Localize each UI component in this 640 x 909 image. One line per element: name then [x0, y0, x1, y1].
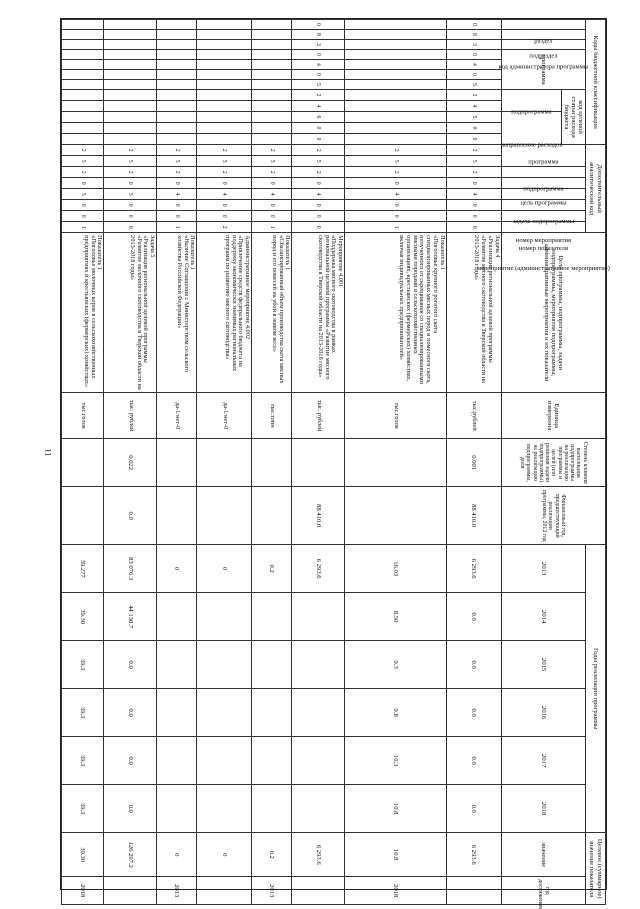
code-cell: 5	[292, 80, 345, 90]
table-row	[446, 20, 501, 905]
analytic-code-cell: 4	[446, 189, 501, 200]
degree-cell	[157, 439, 197, 487]
result-value-cell: 10.8	[345, 833, 446, 877]
code-cell	[157, 50, 197, 60]
code-cell	[157, 30, 197, 40]
target-code-cell	[104, 112, 157, 123]
code-cell	[252, 40, 292, 50]
target-code-cell	[157, 101, 197, 112]
unit-cell: тыс.голов	[62, 393, 104, 439]
year-value-cell: 83 076.3	[104, 545, 157, 593]
year-value-cell: 10.3	[345, 737, 446, 785]
target-code-cell	[62, 123, 104, 134]
table-row	[197, 20, 252, 905]
unit-cell: тыс. рублей	[104, 393, 157, 439]
code-cell	[104, 40, 157, 50]
code-cell	[197, 30, 252, 40]
description-cell: Показатель 1 «Поголовье молочных коров в сельскохозяйственных предприятиях и крестьянских (фермерских) хозяйствах»	[62, 233, 104, 393]
code-cell: 0	[292, 70, 345, 80]
analytic-code-cell: 0	[252, 200, 292, 211]
years-header: Годы реализации программы	[586, 545, 606, 833]
code-cell	[62, 20, 104, 30]
analytic-code-cell: 0	[292, 178, 345, 189]
unit-cell: тыс.голов	[345, 393, 446, 439]
year-value-cell	[252, 641, 292, 689]
document-sheet	[60, 18, 610, 909]
code-cell: 0	[446, 70, 501, 80]
target-code-cell	[252, 112, 292, 123]
a-task-program-header: цель программы	[520, 199, 567, 207]
result-value-cell: 6 293.6	[446, 833, 501, 877]
unit-cell: тыс.тонн	[252, 393, 292, 439]
code-cell	[345, 30, 446, 40]
code-cell	[252, 80, 292, 90]
description-cell: Задача 5 «Реализация региональной целевой программы «Развитие молочного скотоводства в Тверской области на 2013-2018 годы»	[104, 233, 157, 393]
analytic-code-cell: 5	[62, 189, 104, 200]
analytic-code-cell: 0	[345, 200, 446, 211]
code-cell	[62, 80, 104, 90]
analytic-code-cell: 0	[446, 222, 501, 233]
table-row	[157, 20, 197, 905]
year-value-cell: 9.3	[345, 641, 446, 689]
target-code-cell	[252, 134, 292, 145]
target-code-cell	[62, 90, 104, 101]
analytic-code-cell: 0	[292, 211, 345, 222]
target-code-cell: 4	[292, 101, 345, 112]
analytic-code-cell: 2	[104, 167, 157, 178]
year-value-cell	[252, 737, 292, 785]
analytic-code-cell: 0	[62, 211, 104, 222]
year-value-cell	[197, 785, 252, 833]
year-value-cell: 0.0	[104, 641, 157, 689]
code-cell	[197, 20, 252, 30]
section-header: раздел	[534, 37, 553, 45]
code-cell	[157, 70, 197, 80]
analytic-code-cell: 2	[62, 145, 104, 156]
analytic-code-cell: 4	[345, 189, 446, 200]
analytic-code-cell: 0	[252, 178, 292, 189]
year-value-cell: 0.2	[252, 545, 292, 593]
year-value-cell: 10.8	[345, 785, 446, 833]
unit-cell: тыс.рублей	[446, 393, 501, 439]
code-cell	[345, 60, 446, 70]
analytic-code-cell: 5	[157, 156, 197, 167]
code-cell	[197, 70, 252, 80]
target-code-cell: 2	[292, 90, 345, 101]
code-cell	[104, 70, 157, 80]
analytic-code-cell: 2	[292, 167, 345, 178]
analytic-code-cell: 0	[197, 200, 252, 211]
result-year-cell	[104, 877, 157, 905]
target-subprogram-header: подпрограмма	[511, 108, 552, 116]
code-cell	[345, 80, 446, 90]
unit-cell: да-1/нет-0	[157, 393, 197, 439]
analytic-code-cell: 0	[104, 178, 157, 189]
result-value-cell: 0	[157, 833, 197, 877]
code-cell: 0	[292, 50, 345, 60]
target-code-cell	[104, 123, 157, 134]
result-year-cell	[446, 877, 501, 905]
code-cell: 0	[446, 50, 501, 60]
analytic-code-cell: 5	[62, 156, 104, 167]
code-cell: 8	[292, 30, 345, 40]
analytic-code-cell: 2	[197, 167, 252, 178]
year-value-cell: 9.8	[345, 689, 446, 737]
code-cell: 3	[446, 40, 501, 50]
a-measure-header: мероприятие (административное мероприятие)	[476, 265, 610, 273]
year-value-cell: 6 293.6	[446, 545, 501, 593]
result-year-cell	[197, 877, 252, 905]
code-cell	[252, 60, 292, 70]
analytic-code-cell: 0	[446, 200, 501, 211]
description-cell: Показатель 1 «Сбалансированный объем производства скота мясных пород и его помесей на убой в живом весе»	[252, 233, 292, 393]
code-cell	[197, 40, 252, 50]
analytic-code-cell: 0	[197, 178, 252, 189]
target-code-cell: 0	[292, 134, 345, 145]
code-cell: 4	[292, 60, 345, 70]
a-subprogram-header: подпрограмма	[523, 185, 564, 193]
year-value-cell	[252, 785, 292, 833]
analytic-code-cell: 0	[157, 211, 197, 222]
analytic-code-cell: 2	[104, 145, 157, 156]
fin-year-cell	[252, 487, 292, 545]
fin-year-cell	[345, 487, 446, 545]
subsection-header: подраздел	[529, 52, 558, 60]
a-measure-no-header: номер мероприятия	[515, 237, 571, 245]
code-cell	[62, 70, 104, 80]
code-cell	[197, 50, 252, 60]
unit-cell: тыс. рублей	[292, 393, 345, 439]
year-value-cell: 39.3	[62, 641, 104, 689]
analytic-code-cell: 2	[157, 145, 197, 156]
analytic-code-cell: 2	[252, 145, 292, 156]
year-value-cell: 39.3	[62, 689, 104, 737]
code-cell	[104, 30, 157, 40]
analytic-code-cell: 4	[157, 189, 197, 200]
degree-header: Степень влияния выполнения подпрограммы на реализацию программы и целей (или решения задачи подпрограммы) на реализацию подпрограммы, доля	[501, 439, 605, 487]
fin-year-header: Финансовый год, предшествующий реализации программы, 2012 год	[501, 487, 605, 545]
code-cell	[62, 40, 104, 50]
analytic-code-cell: 0	[197, 211, 252, 222]
code-cell	[252, 50, 292, 60]
target-code-cell	[197, 112, 252, 123]
analytic-code-cell: 5	[104, 156, 157, 167]
year-value-cell	[292, 785, 345, 833]
year-2017-header: 2017	[501, 737, 585, 785]
target-code-cell	[104, 90, 157, 101]
target-direction-header: направление расходов	[500, 141, 563, 149]
degree-cell	[292, 439, 345, 487]
analytic-code-cell: 2	[197, 222, 252, 233]
code-cell: 3	[292, 40, 345, 50]
year-value-cell: 0.0	[446, 593, 501, 641]
rotated-table-area	[61, 19, 610, 909]
degree-cell: 0.001	[446, 439, 501, 487]
admin-code-header: код администратора программы	[498, 63, 589, 71]
result-year-cell: 2013	[157, 877, 197, 905]
year-value-cell	[252, 593, 292, 641]
code-cell: 4	[446, 60, 501, 70]
code-cell	[157, 60, 197, 70]
a-task-subprogram-header: задача подпрограммы	[512, 218, 574, 226]
code-cell	[62, 60, 104, 70]
unit-cell: да-1/нет-0	[197, 393, 252, 439]
result-year-cell	[292, 877, 345, 905]
code-cell	[157, 40, 197, 50]
target-code-cell	[157, 112, 197, 123]
code-cell	[104, 60, 157, 70]
degree-cell	[62, 439, 104, 487]
year-value-cell	[197, 593, 252, 641]
target-code-cell: 5	[446, 112, 501, 123]
year-value-cell: 44 130.7	[104, 593, 157, 641]
fin-year-cell: 88 410.0	[446, 487, 501, 545]
year-value-cell: 0.0	[104, 689, 157, 737]
code-cell	[252, 70, 292, 80]
analytic-code-cell: 4	[197, 189, 252, 200]
target-code-cell: 0	[446, 134, 501, 145]
fin-year-cell: 0.0	[104, 487, 157, 545]
analytic-code-cell: 0	[446, 178, 501, 189]
year-value-cell: 0	[157, 545, 197, 593]
analytic-code-cell: 0	[157, 200, 197, 211]
result-year-header: год достижения	[501, 877, 585, 905]
code-cell: 0	[446, 20, 501, 30]
target-code-cell	[252, 90, 292, 101]
fin-year-cell	[157, 487, 197, 545]
target-code-cell	[197, 90, 252, 101]
analytic-code-cell: 5	[197, 156, 252, 167]
result-year-cell: 2018	[62, 877, 104, 905]
analytic-code-cell: 1	[157, 222, 197, 233]
description-cell: Задача 4 «Реализация региональной целевой программы «Развитие мясного скотоводства в Тверской области на 2013-2018 годы»	[446, 233, 501, 393]
year-value-cell: 0.0	[446, 689, 501, 737]
fin-year-cell: 88 410.0	[292, 487, 345, 545]
analytic-code-cell: 2	[345, 145, 446, 156]
table-row	[62, 20, 104, 905]
analytic-code-cell: 4	[252, 189, 292, 200]
year-value-cell	[292, 593, 345, 641]
code-cell: 8	[446, 30, 501, 40]
analytic-code-cell: 2	[252, 167, 292, 178]
year-2013-header: 2013	[501, 545, 585, 593]
target-code-cell	[252, 101, 292, 112]
result-value-cell: 39.30	[62, 833, 104, 877]
result-value-header: значение	[501, 833, 585, 877]
target-code-cell	[252, 123, 292, 134]
analytic-code-cell: 4	[292, 189, 345, 200]
analytic-code-header: Дополнительный аналитический код	[586, 145, 606, 233]
result-header: Целевое (суммарное) значение показателя	[586, 833, 606, 905]
program-table	[61, 19, 610, 909]
year-value-cell	[157, 785, 197, 833]
year-2018-header: 2018	[501, 785, 585, 833]
target-code-cell	[157, 123, 197, 134]
target-code-cell	[197, 134, 252, 145]
analytic-code-cell: 0	[62, 200, 104, 211]
analytic-code-cell: 0	[345, 178, 446, 189]
analytic-code-cell: 2	[157, 167, 197, 178]
degree-cell	[197, 439, 252, 487]
target-code-cell	[62, 112, 104, 123]
code-cell	[197, 80, 252, 90]
code-cell	[104, 80, 157, 90]
year-value-cell: 0.0	[104, 785, 157, 833]
year-value-cell: 6 293.6	[292, 545, 345, 593]
year-value-cell: 39.3	[62, 737, 104, 785]
target-code-cell	[157, 90, 197, 101]
analytic-code-cell: 2	[62, 167, 104, 178]
target-code-cell	[197, 123, 252, 134]
description-cell: Показатель 1 «Поголовье крупного рогатого скота специализированных мясных пород и помесного скота, полученного от скрещивания со специализированными мясными породами в сельскохозяйственных организациях, крестьянских (фермерских) хозяйствах, включая индивидуальных предпринимателей»	[345, 233, 446, 393]
target-code-cell: 2	[446, 90, 501, 101]
result-year-cell: 2013	[252, 877, 292, 905]
table-row	[252, 20, 292, 905]
result-value-cell: 6 293.6	[292, 833, 345, 877]
year-value-cell: 0.0	[446, 785, 501, 833]
year-2015-header: 2015	[501, 641, 585, 689]
analytic-code-cell: 0	[104, 211, 157, 222]
code-cell	[104, 50, 157, 60]
target-code-cell	[345, 101, 446, 112]
target-code-cell: 6	[292, 112, 345, 123]
year-value-cell: 0	[197, 545, 252, 593]
target-code-cell	[345, 134, 446, 145]
code-cell	[104, 20, 157, 30]
year-value-cell: 0.0	[446, 737, 501, 785]
code-cell	[62, 30, 104, 40]
year-value-cell: 39.3	[62, 785, 104, 833]
analytic-code-cell: 2	[292, 145, 345, 156]
description-cell: Показатель 1 «Наличие Соглашения с Министерством сельского хозяйства Российской Федерации»	[157, 233, 197, 393]
year-value-cell	[197, 689, 252, 737]
target-code-cell	[104, 101, 157, 112]
year-value-cell: 8.50	[345, 593, 446, 641]
year-value-cell: 0.0	[104, 737, 157, 785]
year-value-cell	[197, 737, 252, 785]
analytic-code-cell: 0	[104, 222, 157, 233]
code-cell	[345, 50, 446, 60]
analytic-code-cell: 0	[345, 211, 446, 222]
unit-header: Единица измерения	[501, 393, 605, 439]
analytic-code-cell: 5	[345, 156, 446, 167]
analytic-code-cell: 2	[446, 145, 501, 156]
fin-year-cell	[197, 487, 252, 545]
analytic-code-cell: 2	[446, 167, 501, 178]
name-header: Цели программы, подпрограммы, задачи подпрограммы, мероприятия подпрограммы, административные мероприятия и их показатели	[501, 233, 605, 393]
analytic-code-cell: 5	[104, 189, 157, 200]
year-value-cell: 39.277	[62, 545, 104, 593]
code-cell	[345, 40, 446, 50]
table-row	[345, 20, 446, 905]
result-value-cell: 126 207.2	[104, 833, 157, 877]
year-value-cell: 39.30	[62, 593, 104, 641]
year-value-cell: 16.03	[345, 545, 446, 593]
degree-cell: 0.022	[104, 439, 157, 487]
code-cell: 0	[292, 20, 345, 30]
year-value-cell	[292, 737, 345, 785]
analytic-code-cell: 1	[62, 222, 104, 233]
target-group-header: код целевой статьи расхода бюджета	[561, 90, 585, 145]
analytic-code-cell: 5	[252, 156, 292, 167]
code-cell: 5	[446, 80, 501, 90]
analytic-code-cell: 0	[292, 222, 345, 233]
analytic-code-cell: 1	[252, 222, 292, 233]
analytic-code-cell: 1	[345, 222, 446, 233]
description-cell: Административное мероприятие 4.002 «Привлечение средств федерального бюджета на поддержку экономически значимых региональных программ по развитию мясного скотоводства»	[197, 233, 252, 393]
degree-cell	[345, 439, 446, 487]
analytic-code-cell: 2	[197, 145, 252, 156]
year-value-cell	[157, 593, 197, 641]
table-row	[292, 20, 345, 905]
analytic-code-cell: 0	[446, 211, 501, 222]
a-program-header: программа	[528, 158, 559, 166]
analytic-code-cell: 0	[104, 200, 157, 211]
result-year-cell: 2018	[345, 877, 446, 905]
budget-class-header: Коды бюджетной классификации	[586, 20, 606, 145]
description-cell: Мероприятие 4.001 «Поддержка мясного скотоводства в рамках региональной целевой программы «Развитие мясного скотоводства в Тверской области на 2013-2018 годы»	[292, 233, 345, 393]
degree-cell	[252, 439, 292, 487]
year-value-cell	[252, 689, 292, 737]
analytic-code-cell: 0	[252, 211, 292, 222]
code-cell	[252, 20, 292, 30]
a-indicator-header: номер показателя	[518, 245, 568, 253]
target-code-cell	[104, 134, 157, 145]
analytic-code-cell: 0	[157, 178, 197, 189]
page-number: 11	[43, 448, 53, 457]
code-cell	[252, 30, 292, 40]
analytic-code-cell: 2	[345, 167, 446, 178]
target-code-cell	[157, 134, 197, 145]
target-code-cell	[345, 123, 446, 134]
target-code-cell: 0	[292, 123, 345, 134]
year-value-cell	[197, 641, 252, 689]
target-code-cell	[345, 112, 446, 123]
year-2016-header: 2016	[501, 689, 585, 737]
target-code-cell: 0	[446, 123, 501, 134]
fin-year-cell	[62, 487, 104, 545]
year-value-cell	[292, 641, 345, 689]
target-code-cell	[345, 90, 446, 101]
code-cell	[345, 20, 446, 30]
code-cell	[197, 60, 252, 70]
code-cell	[62, 50, 104, 60]
year-value-cell: 0.0	[446, 641, 501, 689]
target-code-cell	[62, 101, 104, 112]
year-2014-header: 2014	[501, 593, 585, 641]
year-value-cell	[157, 641, 197, 689]
result-value-cell: 0	[197, 833, 252, 877]
year-value-cell	[292, 689, 345, 737]
table-row	[104, 20, 157, 905]
analytic-code-cell: 5	[446, 156, 501, 167]
year-value-cell	[157, 689, 197, 737]
target-code-cell	[62, 134, 104, 145]
analytic-code-cell: 0	[62, 178, 104, 189]
analytic-code-cell: 0	[292, 200, 345, 211]
result-value-cell: 0.2	[252, 833, 292, 877]
target-code-cell: 4	[446, 101, 501, 112]
code-cell	[157, 80, 197, 90]
code-cell	[157, 20, 197, 30]
code-cell	[345, 70, 446, 80]
analytic-code-cell: 5	[292, 156, 345, 167]
year-value-cell	[157, 737, 197, 785]
target-program-header: программа	[501, 50, 585, 90]
target-code-cell	[197, 101, 252, 112]
